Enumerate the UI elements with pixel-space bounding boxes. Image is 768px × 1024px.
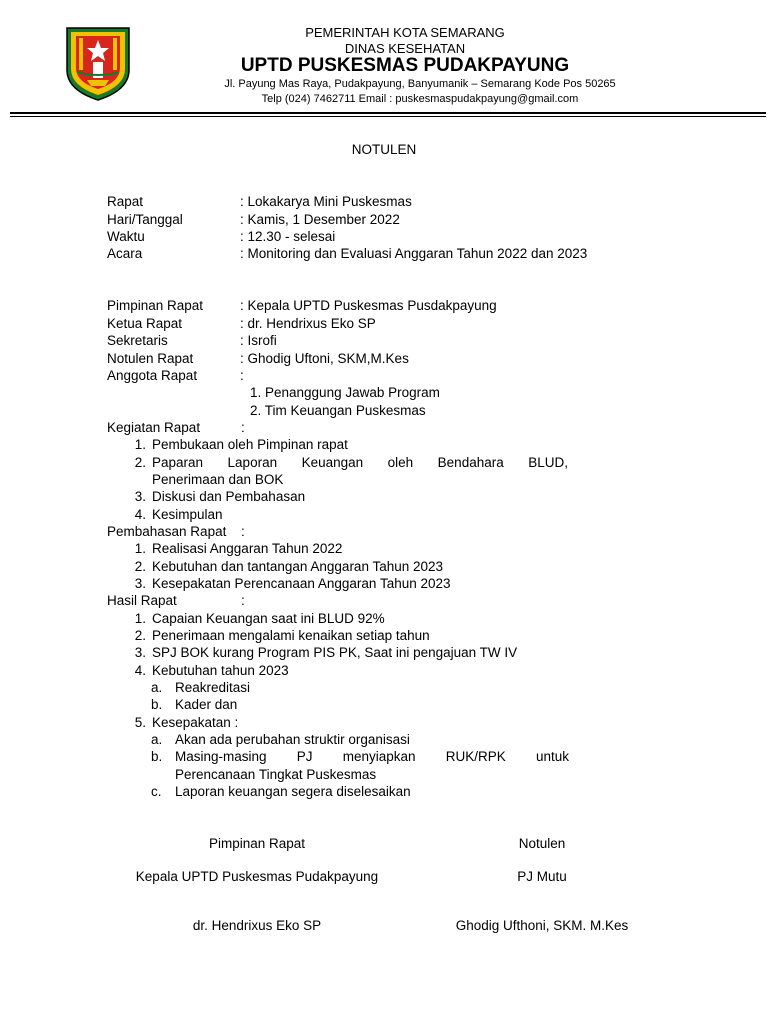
section-colon: : [241,524,245,539]
people-label: Anggota Rapat [107,368,198,383]
signature-left-role: Pimpinan Rapat [208,836,306,851]
list-number: 3. [134,645,146,660]
list-number: 3. [134,489,146,504]
letterhead-divider-thin [10,116,766,117]
people-value: : Ghodig Uftoni, SKM,M.Kes [240,351,409,366]
list-number: 2. [134,455,146,470]
list-item-continuation: Penerimaan dan BOK [152,472,284,487]
sub-list-letter: b. [151,697,163,712]
info-value: : 12.30 - selesai [240,229,336,244]
people-label: Ketua Rapat [107,316,183,331]
people-label: Pimpinan Rapat [107,298,204,313]
people-value: : [240,368,244,383]
letterhead-line-2: DINAS KESEHATAN [344,41,466,56]
info-label: Rapat [107,194,144,209]
document-title: NOTULEN [351,142,417,157]
list-item: Kesepakatan Perencanaan Anggaran Tahun 2023 [152,576,451,591]
list-number: 1. [134,611,146,626]
letterhead-address: Jl. Payung Mas Raya, Pudakpayung, Banyumanik – Semarang Kode Pos 50265 [224,78,616,90]
semarang-city-emblem-icon [63,24,133,102]
sub-list-item: Akan ada perubahan struktir organisasi [175,732,410,747]
list-number: 5. [134,715,146,730]
list-number: 2. [134,628,146,643]
sub-list-letter: b. [151,749,163,764]
people-value: : dr. Hendrixus Eko SP [240,316,376,331]
info-label: Hari/Tanggal [107,212,183,227]
letterhead-contact: Telp (024) 7462711 Email : puskesmaspudakpayung@gmail.com [261,93,579,105]
letterhead-institution: UPTD PUSKESMAS PUDAKPAYUNG [240,55,570,76]
info-label: Acara [107,246,143,261]
people-value: : Kepala UPTD Puskesmas Pusdakpayung [240,298,497,313]
people-value: : Isrofi [240,333,277,348]
list-item: SPJ BOK kurang Program PIS PK, Saat ini pengajuan TW IV [152,645,518,660]
list-number: 2. [134,559,146,574]
list-item: Kesimpulan [152,507,223,522]
sub-list-letter: a. [151,680,163,695]
sub-list-item: Masing-masing PJ menyiapkan RUK/RPK untuk [175,749,569,764]
info-label: Waktu [107,229,145,244]
anggota-item: 2. Tim Keuangan Puskesmas [250,403,426,418]
list-number: 4. [134,507,146,522]
sub-list-letter: a. [151,732,163,747]
letterhead-line-1: PEMERINTAH KOTA SEMARANG [305,25,505,40]
sub-list-item: Kader dan [175,697,238,712]
people-label: Notulen Rapat [107,351,194,366]
info-value: : Kamis, 1 Desember 2022 [240,212,400,227]
sub-list-item: Reakreditasi [175,680,251,695]
list-item: Diskusi dan Pembahasan [152,489,306,504]
info-value: : Monitoring dan Evaluasi Anggaran Tahun 2022 dan 2023 [240,246,588,261]
list-number: 1. [134,437,146,452]
section-heading-pembahasan: Pembahasan Rapat [107,524,227,539]
list-item: Capaian Keuangan saat ini BLUD 92% [152,611,385,626]
signature-right-role: Notulen [518,836,566,851]
letterhead-divider-thick [10,112,766,114]
section-colon: : [241,593,245,608]
list-item: Kebutuhan tahun 2023 [152,663,289,678]
list-number: 3. [134,576,146,591]
list-item: Kebutuhan dan tantangan Anggaran Tahun 2023 [152,559,444,574]
signature-left-name: dr. Hendrixus Eko SP [192,918,322,933]
list-number: 1. [134,541,146,556]
signature-right-title: PJ Mutu [517,869,567,884]
list-item: Penerimaan mengalami kenaikan setiap tahun [152,628,430,643]
sub-list-letter: c. [151,784,162,799]
section-heading-hasil: Hasil Rapat [107,593,177,608]
signature-left-title: Kepala UPTD Puskesmas Pudakpayung [135,869,379,884]
people-label: Sekretaris [107,333,168,348]
anggota-item: 1. Penanggung Jawab Program [250,385,440,400]
section-heading-kegiatan: Kegiatan Rapat [107,420,201,435]
sub-list-item-continuation: Perencanaan Tingkat Puskesmas [175,767,377,782]
list-number: 4. [134,663,146,678]
list-item: Realisasi Anggaran Tahun 2022 [152,541,343,556]
info-value: : Lokakarya Mini Puskesmas [240,194,412,209]
sub-list-item: Laporan keuangan segera diselesaikan [175,784,411,799]
signature-right-name: Ghodig Ufthoni, SKM. M.Kes [455,918,629,933]
list-item: Pembukaan oleh Pimpinan rapat [152,437,348,452]
list-item: Kesepakatan : [152,715,239,730]
section-colon: : [241,420,245,435]
list-item: Paparan Laporan Keuangan oleh Bendahara BLUD, [152,455,568,470]
